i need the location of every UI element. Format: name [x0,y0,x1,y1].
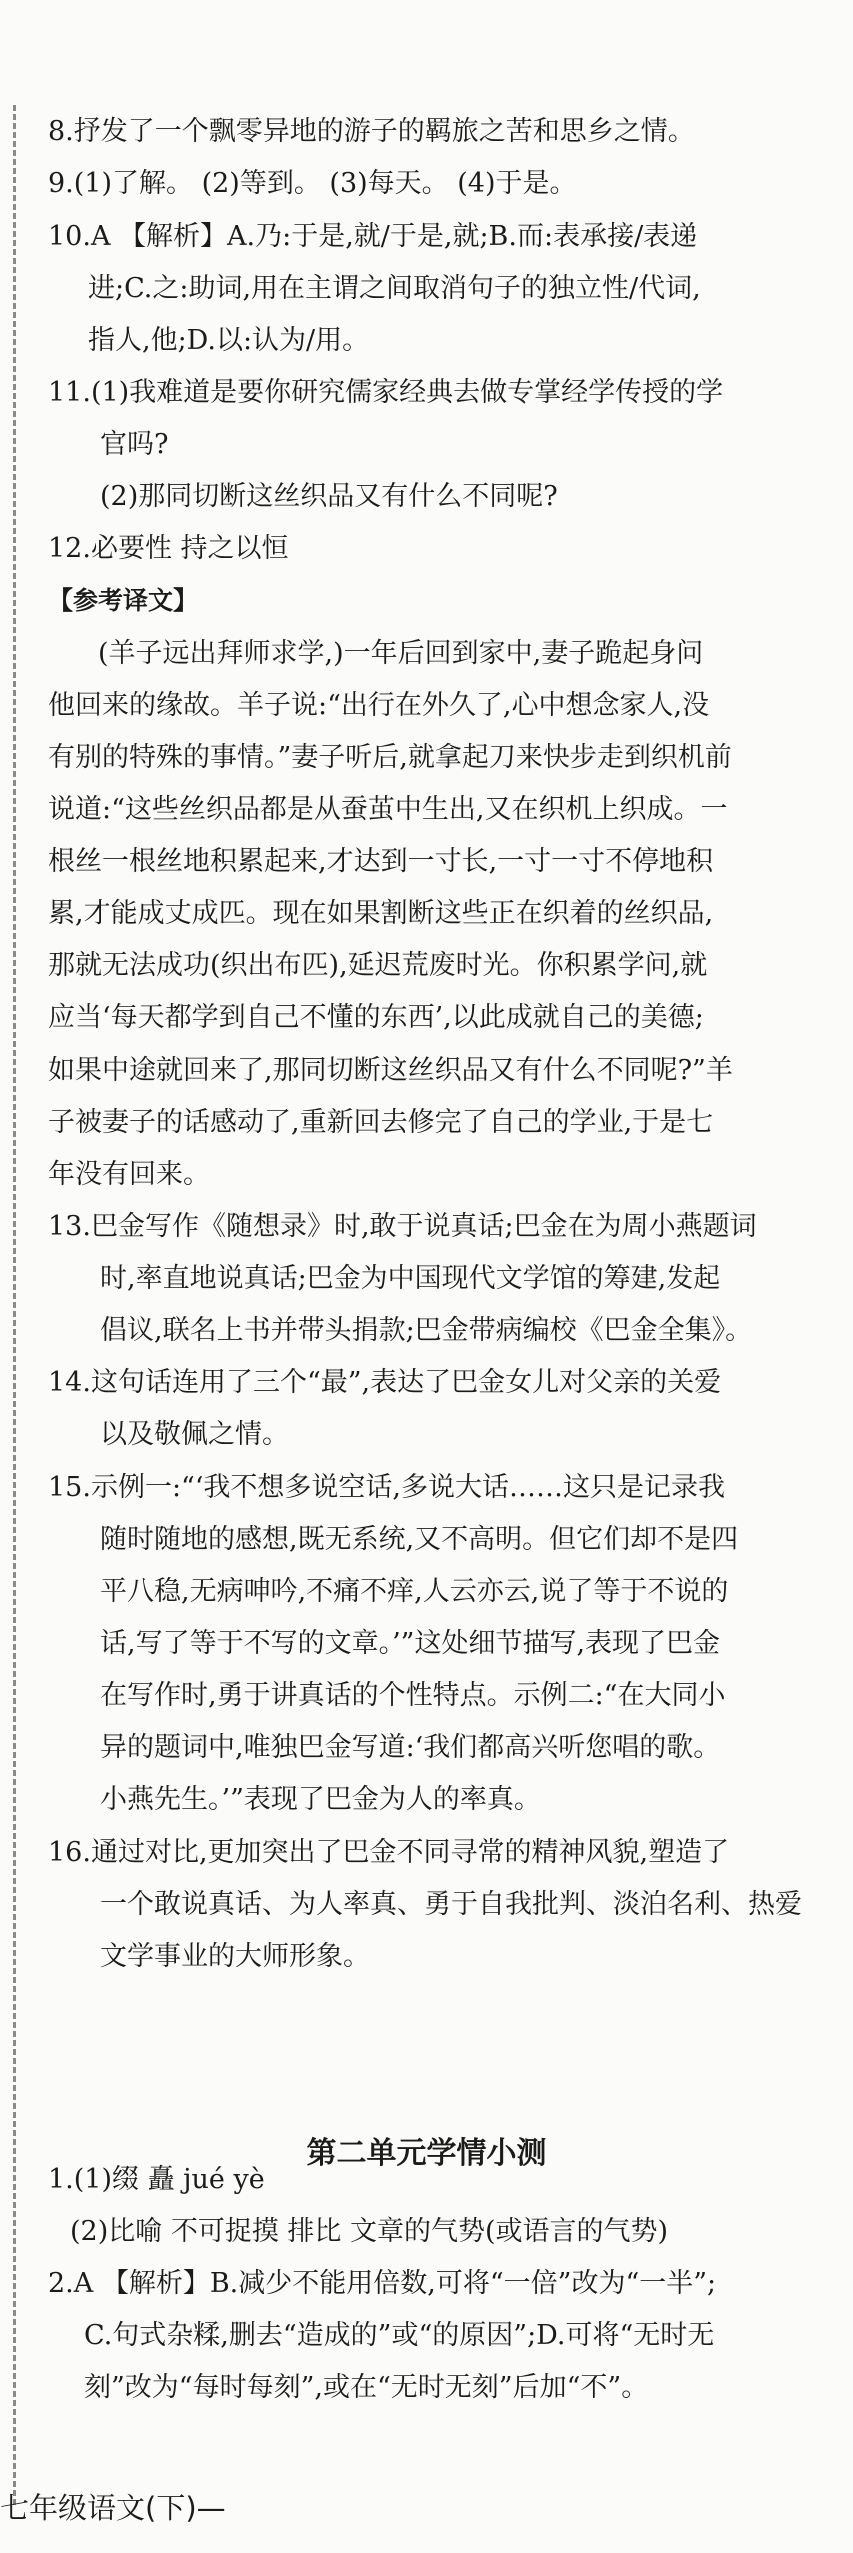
text-line-l13c: 倡议,联名上书并带头捐款;巴金带病编校《巴金全集》。 [100,1315,753,1346]
text-line-l16b: 一个敢说真话、为人率真、勇于自我批判、淡泊名利、热爱 [100,1889,802,1920]
text-line-l10b: 进;C.之:助词,用在主谓之间取消句子的独立性/代词, [88,273,701,304]
text-line-t6: 累,才能成丈成匹。现在如果割断这些正在织着的丝织品, [48,898,714,929]
text-line-t3: 有别的特殊的事情。”妻子听后,就拿起刀来快步走到织机前 [48,742,732,773]
text-line-s2c: 刻”改为“每时每刻”,或在“无时无刻”后加“不”。 [84,2372,649,2403]
text-line-l15c: 平八稳,无病呻吟,不痛不痒,人云亦云,说了等于不说的 [100,1576,729,1607]
text-line-s2b: C.句式杂糅,删去“造成的”或“的原因”;D.可将“无时无 [84,2320,715,2351]
text-line-t9: 如果中途就回来了,那同切断这丝织品又有什么不同呢?”羊 [48,1055,733,1086]
text-line-l14b: 以及敬佩之情。 [100,1419,289,1450]
text-line-s1a: 1.(1)缀 矗 jué yè [48,2164,265,2195]
text-line-l15b: 随时随地的感想,既无系统,又不高明。但它们却不是四 [100,1524,739,1555]
text-line-ref: 【参考译文】 [48,586,199,615]
text-line-l15f: 异的题词中,唯独巴金写道:‘我们都高兴听您唱的歌。 [100,1732,721,1763]
text-line-l10a: 10.A 【解析】A.乃:于是,就/于是,就;B.而:表承接/表递 [48,221,698,252]
text-line-l16a: 16.通过对比,更加突出了巴金不同寻常的精神风貌,塑造了 [48,1837,730,1868]
text-line-l11a: 11.(1)我难道是要你研究儒家经典去做专掌经学传授的学 [48,377,724,408]
text-line-t8: 应当‘每天都学到自己不懂的东西’,以此成就自己的美德; [48,1002,704,1033]
text-line-l15g: 小燕先生。’”表现了巴金为人的率真。 [100,1784,541,1815]
text-line-t5: 根丝一根丝地积累起来,才达到一寸长,一寸一寸不停地积 [48,846,714,877]
text-line-t2: 他回来的缘故。羊子说:“出行在外久了,心中想念家人,没 [48,690,710,721]
text-line-l12: 12.必要性 持之以恒 [48,533,289,564]
text-line-l13b: 时,率直地说真话;巴金为中国现代文学馆的筹建,发起 [100,1263,721,1294]
text-line-t1: (羊子远出拜师求学,)一年后回到家中,妻子跪起身问 [98,638,704,669]
text-line-l10c: 指人,他;D.以:认为/用。 [88,325,370,356]
text-line-l16c: 文学事业的大师形象。 [100,1941,370,1972]
text-line-l15d: 话,写了等于不写的文章。’”这处细节描写,表现了巴金 [100,1628,721,1659]
text-line-l13a: 13.巴金写作《随想录》时,敢于说真话;巴金在为周小燕题词 [48,1211,757,1242]
text-line-l14a: 14.这句话连用了三个“最”,表达了巴金女儿对父亲的关爱 [48,1367,722,1398]
page-footer: 七年级语文(下)— [0,2491,226,2525]
text-line-s1b: (2)比喻 不可捉摸 排比 文章的气势(或语言的气势) [70,2216,669,2247]
text-line-l9: 9.(1)了解。 (2)等到。 (3)每天。 (4)于是。 [48,168,577,199]
text-line-l11c: (2)那同切断这丝织品又有什么不同呢? [100,481,558,512]
text-line-s2a: 2.A 【解析】B.减少不能用倍数,可将“一倍”改为“一半”; [48,2268,717,2299]
text-line-l8: 8.抒发了一个飘零异地的游子的羁旅之苦和思乡之情。 [48,116,695,147]
section-title: 第二单元学情小测 [306,2136,547,2171]
text-line-l15a: 15.示例一:“‘我不想多说空话,多说大话……这只是记录我 [48,1472,726,1503]
text-line-l11b: 官吗? [100,429,169,460]
text-line-l15e: 在写作时,勇于讲真话的个性特点。示例二:“在大同小 [100,1680,726,1711]
text-line-t4: 说道:“这些丝织品都是从蚕茧中生出,又在织机上织成。一 [48,794,728,825]
text-line-t11: 年没有回来。 [48,1159,210,1190]
text-line-t10: 子被妻子的话感动了,重新回去修完了自己的学业,于是七 [48,1107,714,1138]
text-line-t7: 那就无法成功(织出布匹),延迟荒废时光。你积累学问,就 [48,950,708,981]
